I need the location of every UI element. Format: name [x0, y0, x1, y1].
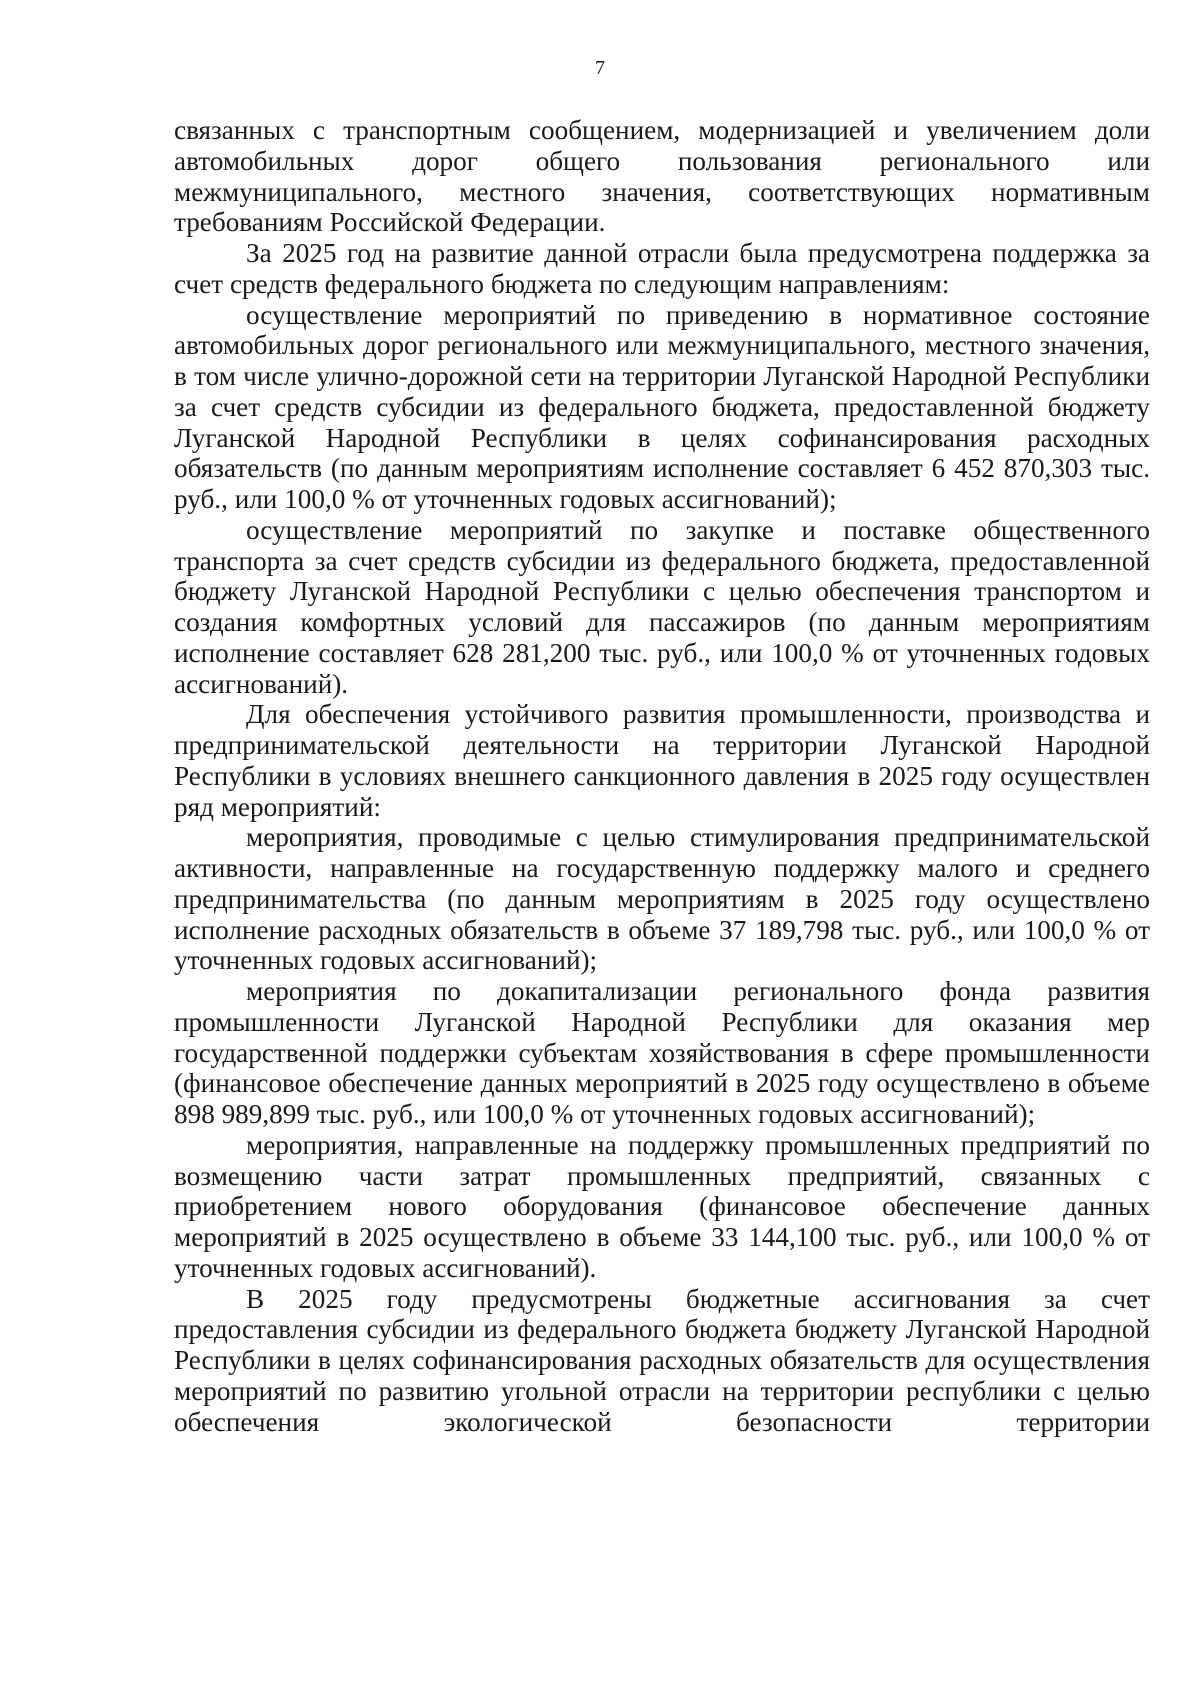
- paragraph-industry-fund-item: мероприятия по докапитализации регионального фонда развития промышленности Луганской Народной Республики для оказания мер государственной поддержки субъектам хозяйствования в сфере промышленности (финансовое обеспечение данных мероприятий в 2025 году осуществлено в объеме 898 989,899 тыс. руб., или 100,0 % от уточненных годовых ассигнований);: [174, 976, 1150, 1129]
- paragraph-transport-support-intro: За 2025 год на развитие данной отрасли была предусмотрена поддержка за счет средств федерального бюджета по следующим направлениям:: [174, 238, 1150, 299]
- document-body: [174, 115, 1150, 1437]
- paragraph-roads-item: осуществление мероприятий по приведению в нормативное состояние автомобильных дорог регионального или межмуниципального, местного значения, в том числе улично-дорожной сети на территории Луганской Народной Республики за счет средств субсидии из федерального бюджета, предоставленной бюджету Луганской Народной Республики в целях софинансирования расходных обязательств (по данным мероприятиям исполнение составляет 6 452 870,303 тыс. руб., или 100,0 % от уточненных годовых ассигнований);: [174, 299, 1150, 514]
- paragraph-industry-intro: Для обеспечения устойчивого развития промышленности, производства и предпринимательской деятельности на территории Луганской Народной Республики в условиях внешнего санкционного давления в 2025 году осуществлен ряд мероприятий:: [174, 699, 1150, 822]
- paragraph-small-business-item: мероприятия, проводимые с целью стимулирования предпринимательской активности, направленные на государственную поддержку малого и среднего предпринимательства (по данным мероприятиям в 2025 году осуществлено исполнение расходных обязательств в объеме 37 189,798 тыс. руб., или 100,0 % от уточненных годовых ассигнований);: [174, 822, 1150, 976]
- paragraph-coal-industry: В 2025 году предусмотрены бюджетные ассигнования за счет предоставления субсидии из федерального бюджета бюджету Луганской Народной Республики в целях софинансирования расходных обязательств для осуществления мероприятий по развитию угольной отрасли на территории республики с целью обеспечения экологической безопасности территории: [174, 1283, 1150, 1437]
- paragraph-continuation: связанных с транспортным сообщением, модернизацией и увеличением доли автомобильных дорог общего пользования регионального или межмуниципального, местного значения, соответствующих нормативным требованиям Российской Федерации.: [174, 115, 1150, 238]
- paragraph-public-transport-item: осуществление мероприятий по закупке и поставке общественного транспорта за счет средств субсидии из федерального бюджета, предоставленной бюджету Луганской Народной Республики с целью обеспечения транспортом и создания комфортных условий для пассажиров (по данным мероприятиям исполнение составляет 628 281,200 тыс. руб., или 100,0 % от уточненных годовых ассигнований).: [174, 514, 1150, 699]
- paragraph-equipment-costs-item: мероприятия, направленные на поддержку промышленных предприятий по возмещению части затрат промышленных предприятий, связанных с приобретением нового оборудования (финансовое обеспечение данных мероприятий в 2025 осуществлено в объеме 33 144,100 тыс. руб., или 100,0 % от уточненных годовых ассигнований).: [174, 1129, 1150, 1283]
- page-number: 7: [595, 57, 605, 79]
